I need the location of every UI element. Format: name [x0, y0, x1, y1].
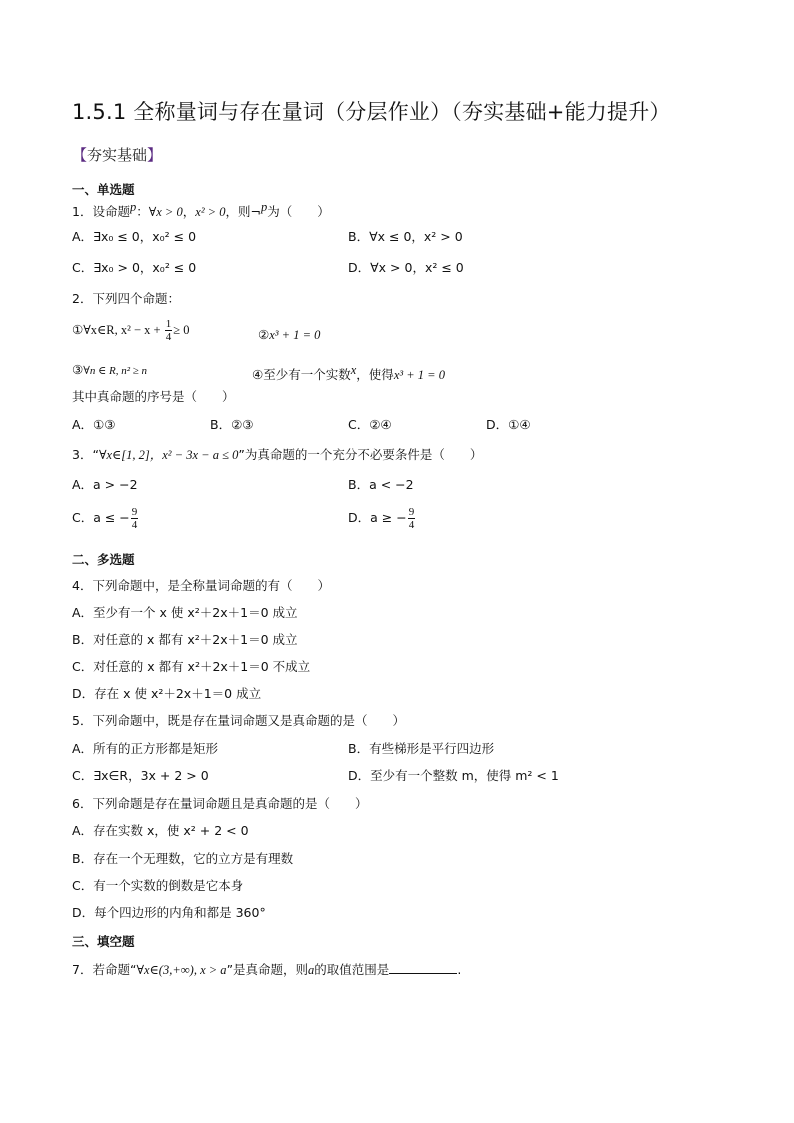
section-band	[72, 144, 162, 165]
q3-option-c	[72, 506, 139, 531]
q1-option-a: A．∃x₀ ≤ 0，x₀² ≤ 0	[72, 229, 197, 244]
q7-stem-b: ”是真命题，则	[226, 962, 309, 977]
q1-option-c: C．∃x₀ > 0，x₀² ≤ 0	[72, 260, 197, 275]
q2-proposition-3	[72, 361, 147, 380]
q3-stem-math: ∀x∈[1, 2]，x² − 3x − a ≤ 0	[98, 448, 239, 462]
q3-d-fraction	[408, 506, 416, 531]
q2-p1-frac-num: 1	[165, 318, 172, 330]
q5-option-c: C．∃x∈R，3x + 2 > 0	[72, 768, 209, 783]
q5-stem: 5．下列命题中，既是存在量词命题又是真命题的是（ ）	[72, 713, 405, 728]
q2-p1-fraction	[165, 318, 173, 343]
page-title: 1.5.1 全称量词与存在量词（分层作业）（夯实基础+能力提升）	[72, 100, 671, 124]
q2-p4-x: x	[350, 363, 357, 377]
q3-d-pre: D．a ≥ −	[348, 510, 407, 525]
q2-proposition-1	[72, 318, 189, 343]
q1-stem	[72, 198, 330, 221]
q2-p4-a: 至少有一个实数	[263, 367, 351, 383]
section-single-choice: 一、单选题	[72, 182, 135, 197]
q2-option-a: A．①③	[72, 417, 116, 432]
q1-stem-a: 1．设命题	[72, 204, 130, 220]
q3-option-a: A．a > −2	[72, 477, 138, 492]
q1-cond: x² > 0	[195, 205, 226, 220]
q7-end: .	[457, 962, 462, 977]
q2-p1-a: ∀x∈R, x² − x +	[83, 323, 164, 337]
q6-stem: 6．下列命题是存在量词命题且是真命题的是（ ）	[72, 796, 368, 811]
q7-answer-blank[interactable]	[389, 961, 457, 974]
q7-stem-math: ∀x∈(3,+∞), x > a	[136, 963, 227, 977]
q3-c-pre: C．a ≤ −	[72, 510, 130, 525]
q3-c-num: 9	[131, 506, 138, 518]
q4-option-c: C．对任意的 x 都有 x²＋2x＋1＝0 不成立	[72, 659, 311, 674]
q1-stem-e: 为（ ）	[267, 204, 330, 220]
q3-c-den: 4	[131, 519, 138, 531]
q6-option-b: B．存在一个无理数，它的立方是有理数	[72, 851, 294, 866]
q2-stem: 2．下列四个命题：	[72, 291, 180, 306]
q2-p2-num: ②	[258, 327, 270, 342]
q1-quant: ∀x > 0	[148, 205, 183, 220]
q3-option-b: B．a < −2	[348, 477, 414, 492]
q2-p1-b: ≥ 0	[173, 323, 190, 337]
band-label: 夯实基础	[87, 146, 148, 164]
q2-p2: x³ + 1 = 0	[269, 328, 321, 342]
section-multi-choice: 二、多选题	[72, 552, 135, 567]
q2-ask: 其中真命题的序号是（ ）	[72, 389, 235, 404]
q3-d-den: 4	[408, 519, 415, 531]
q3-stem-a: 3．“	[72, 447, 99, 462]
q4-stem: 4．下列命题中，是全称量词命题的有（ ）	[72, 578, 330, 593]
q5-option-b: B．有些梯形是平行四边形	[348, 741, 495, 756]
q1-option-d: D．∀x > 0，x² ≤ 0	[348, 260, 464, 275]
q2-option-b: B．②③	[210, 417, 254, 432]
q7-stem	[72, 961, 461, 979]
q2-p1-num: ①	[72, 322, 84, 337]
q2-proposition-4	[252, 361, 445, 384]
q3-stem	[72, 446, 482, 464]
q5-option-d: D．至少有一个整数 m，使得 m² < 1	[348, 768, 559, 783]
q6-option-d: D．每个四边形的内角和都是 360°	[72, 905, 266, 920]
band-close: 】	[147, 146, 163, 164]
q7-a: a	[308, 963, 315, 977]
q1-option-b: B．∀x ≤ 0，x² > 0	[348, 229, 463, 244]
q1-stem-b: ：	[136, 204, 149, 220]
section-fill-in: 三、填空题	[72, 934, 135, 949]
q2-p1-frac-den: 4	[165, 331, 172, 343]
q7-stem-a: 7．若命题“	[72, 962, 137, 977]
q6-option-a: A．存在实数 x，使 x² + 2 < 0	[72, 823, 249, 838]
q2-option-c: C．②④	[348, 417, 392, 432]
q2-proposition-2	[258, 326, 320, 344]
q6-option-c: C．有一个实数的倒数是它本身	[72, 878, 244, 893]
q2-p3: ∀n ∈ R, n² ≥ n	[83, 365, 148, 377]
q3-stem-b: ”为真命题的一个充分不必要条件是（ ）	[238, 447, 483, 462]
q4-option-b: B．对任意的 x 都有 x²＋2x＋1＝0 成立	[72, 632, 298, 647]
q3-d-num: 9	[408, 506, 415, 518]
band-open: 【	[72, 146, 88, 164]
q3-c-fraction	[131, 506, 139, 531]
q7-stem-c: 的取值范围是	[314, 962, 390, 977]
q4-option-a: A．至少有一个 x 使 x²＋2x＋1＝0 成立	[72, 605, 298, 620]
q2-option-d: D．①④	[486, 417, 531, 432]
q1-p2: p	[260, 200, 268, 214]
q1-p: p	[129, 200, 137, 214]
q2-p4-num: ④	[252, 367, 264, 383]
q2-p4-b: ，使得	[356, 367, 394, 383]
q2-p4-c: x³ + 1 = 0	[393, 368, 445, 383]
q4-option-d: D．存在 x 使 x²＋2x＋1＝0 成立	[72, 686, 262, 701]
q3-option-d	[348, 506, 416, 531]
q1-stem-d: ，则¬	[225, 204, 261, 220]
q5-option-a: A．所有的正方形都是矩形	[72, 741, 219, 756]
q2-p3-num: ③	[72, 362, 84, 377]
q1-stem-c: ，	[182, 204, 196, 220]
